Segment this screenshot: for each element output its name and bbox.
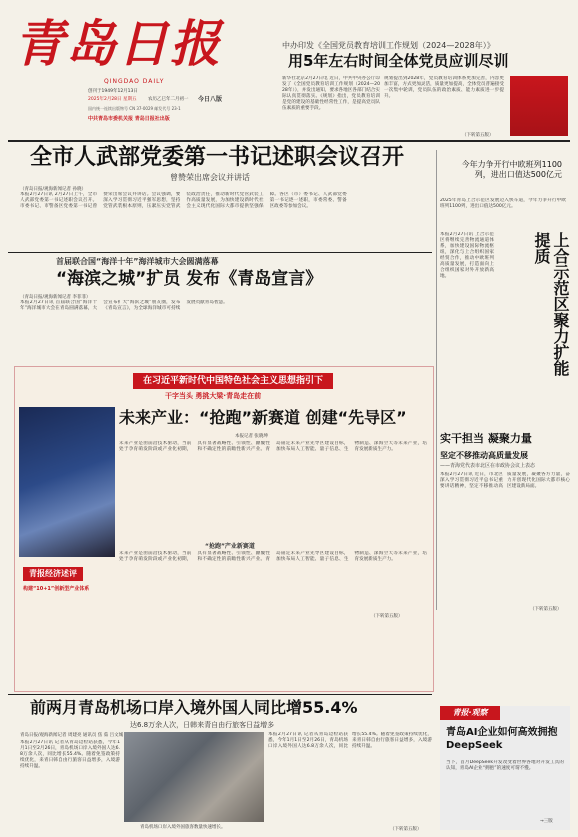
right-news-body: 2025年青岛上合示范区发展迈入快车道，今年力争开行中欧班列1100列，进出口值达500亿元。 [440,198,566,209]
special-body-continued: 未来产业是由前沿技术驱动，当前处于孕育萌发阶段或产业化初期，具有显著战略性、引领性、颠覆性和不确定性的前瞻性新兴产业。青岛锚定未来产业先导区建设目标，加快布局人工智能、量子信息、生物制造、深海空天等未来产业，培育发展新质生产力。 [119,551,427,562]
digest-headline: 青岛AI企业如何高效拥抱DeepSeek [446,727,558,751]
top-banner [282,40,572,140]
top-banner-body-left: 新华社北京2月27日电 近日，中共中央办公厅印发了《全国党员教育培训工作规划（2024—2028年）》，并发出通知，要求各地区各部门结合实际认真贯彻落实。《规划》指出，党员教育培训是党的建设的基础性经常性工作，是提高党员队伍素质的重要手段。 [282,76,380,111]
masthead-title: 青岛日报 [14,14,222,73]
right-news-headline: 今年力争开行中欧班列1100列，进出口值达500亿元 [461,160,562,179]
digest-label: 青报·观察 [440,706,500,720]
digest-body: 当下，首月DeepSeek开发改变着世界各地对开发工具的认知，青岛AI企业“拥抱”的速度可谓不慢。 [446,760,564,771]
divider [8,252,432,253]
special-badge-sub: 构建“10+1”创新型产业体系 [23,586,90,592]
special-badge-title: 青报经济述评 [23,567,83,581]
airport-travelers-photo [124,732,264,822]
special-section-label: “抢跑”产业新赛道 [205,543,255,550]
column-divider [436,150,437,610]
masthead-publisher: 中共青岛市委机关报 青岛日报社出版 [88,116,170,122]
airport-body-continued: 本报2月27日讯 记者从青岛边检站获悉，今年1月1日至2月26日，青岛机场口岸入境外国人达6.8万余人次，同比增长55.4%。随着免签政策持续优化，来青日韩自由行旅客日益增多，入境游持续升温。 [268,732,432,749]
airport-headline: 前两月青岛机场口岸入境外国人同比增55.4% [30,698,358,717]
airport-body: 本报2月27日讯 记者从青岛边检站获悉，今年1月1日至2月26日，青岛机场口岸入境外国人达6.8万余人次，同比增长55.4%。随着免签政策持续优化，来青日韩自由行旅客日益增多，入境游持续升温。 [20,740,120,769]
special-headline: 未来产业：“抢跑”新赛道 创建“先导区” [119,408,407,427]
satellite-image [19,407,115,557]
special-badge [23,567,113,603]
masthead-lunar: 农历乙巳年二月初一 [148,97,189,102]
main-body: 本报2月27日讯 2月27日上午，全市人武部党委第一书记述职会议召开。市委书记、市警备区党委第一书记曾赞荣出席会议并讲话。会议强调，要深入学习贯彻习近平强军思想，坚持党管武装根本原则，压紧压实党管武装政治责任，推动新时代党管武装工作高质量发展，为加快建设新时代社会主义现代化国际大都市提供坚强保障。各区（市）委书记、人武部党委第一书记逐一述职，市委常委、警备区政委等参加会议。 [20,192,347,209]
special-page-ref: （下转第五版） [371,614,403,619]
top-banner-body-right: 规划提出到2028年，党员教育培训体系更加完善，内容更加丰富，方式更加灵活，质量更加提高，全体党员普遍接受一次集中轮训，党员队伍的政治素质、能力素质进一步提升。 [384,76,504,99]
special-body: 未来产业是由前沿技术驱动，当前处于孕育萌发阶段或产业化初期，具有显著战略性、引领性、颠覆性和不确定性的前瞻性新兴产业。青岛锚定未来产业先导区建设目标，加快布局人工智能、量子信息、生物制造、深海空天等未来产业，培育发展新质生产力。 [119,441,427,452]
masthead-pinyin: QINGDAO DAILY [104,78,165,85]
airport-caption: 青岛机场口岸入境外国旅客数量快速增长。 [140,825,226,830]
masthead-date: 2025年2月28日 星期五 [88,97,137,102]
special-box [14,366,434,692]
masthead [8,8,278,130]
masthead-code: 国内统一连续出版物号 CN 37-0029 邮发代号 23-1 [88,106,181,111]
second-body: 本报2月27日讯 首届联合国“海洋十年”海洋城市大会在青岛圆满落幕，大会宣布扩大“海滨之城”朋友圈，发布《青岛宣言》，为全球海洋城市可持续发展贡献青岛智慧。 [20,300,228,311]
top-banner-page-ref: （下转第五版） [462,133,494,138]
second-byline: （青岛日报/观海新闻记者 李菲菲） [20,295,91,300]
masthead-pages: 今日八版 [198,96,223,103]
airport-reporter: 青岛日报/观海新闻记者 周建亮 通讯员 焦 茹 吕文城 [20,733,124,738]
right-lower-subhead: 坚定不移推动高质量发展 [440,451,528,460]
main-byline: （青岛日报/观海新闻记者 孙晓） [20,187,86,192]
right-lower-sub2: ——青海党代表市北区在市政协会议上表态 [440,463,536,469]
masthead-founded: 创刊于1949年12月13日 [88,89,138,94]
second-headline: “海滨之城”扩员 发布《青岛宣言》 [56,269,323,289]
special-byline: 本报记者 张晓坤 [235,434,268,439]
divider [8,694,432,695]
digest-box [440,706,570,830]
special-banner: 在习近平新时代中国特色社会主义思想指引下 [133,373,333,389]
main-headline: 全市人武部党委第一书记述职会议召开 [30,145,405,170]
special-sub-banner: 干字当头 勇挑大梁·青岛走在前 [165,392,262,400]
airport-page-ref: （下转第五版） [390,827,422,832]
right-lower-byline: （下转第五版） [530,607,562,612]
airport-subhead: 达6.8万余人次，日韩来青自由行旅客日益增多 [130,721,275,729]
right-lower-body: 本报2月27日讯 近日，市北区深入学习贯彻习近平总书记重要讲话精神，坚定不移推动高质量发展，凝聚各方力量，奋力开创现代化国际大都市核心区建设新局面。 [440,472,570,489]
divider [8,140,570,142]
digest-page-ref: →三版 [540,819,553,824]
second-kicker: 首届联合国“海洋十年”海洋城市大会圆满落幕 [56,257,219,266]
party-book-cover-image [510,76,568,136]
main-subhead: 曾赞荣出席会议并讲话 [170,173,250,182]
top-banner-kicker: 中办印发《全国党员教育培训工作规划（2024—2028年）》 [282,41,495,50]
right-feature-headline-text: 上合示范区聚力扩能提质 [532,232,570,376]
top-banner-headline: 用5年左右时间全体党员应训尽训 [288,52,509,70]
right-lower-headline: 实干担当 凝聚力量 [440,432,532,445]
right-feature-body: 本报2月27日讯 上合示范区将继续完善物流通道体系，加快建设国际物流枢纽，深化与上合组织国家经贸合作，推动中欧班列高质量发展，打造面向上合组织国家对外开放新高地。 [440,232,494,279]
right-feature-headline [498,232,570,382]
